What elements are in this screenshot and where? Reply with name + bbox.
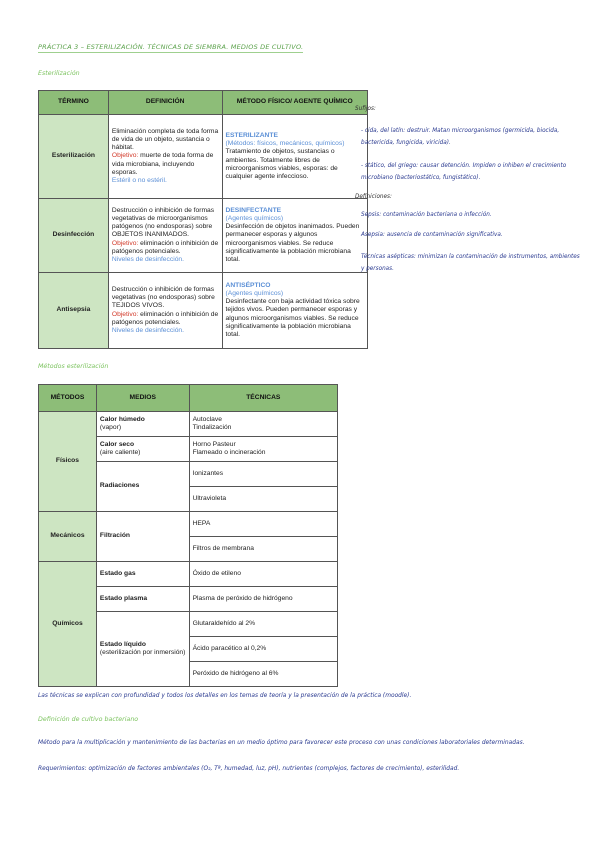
tecnica-cell: Filtros de membrana	[189, 537, 337, 562]
tecnica-cell: Plasma de peróxido de hidrógeno	[189, 587, 337, 612]
term-cell: Esterilización	[39, 115, 109, 199]
definition-cell: Destrucción o inhibición de formas vegetativas (no endosporas) sobre TEJIDOS VIVOS. Objetivo: eliminación o inhibición de patógenos potenciales. Niveles de desinfección.	[108, 273, 222, 349]
medio-cell: Calor seco (aire caliente)	[96, 437, 189, 462]
metodo-cell: Químicos	[39, 562, 97, 687]
tecnica-cell: Ionizantes	[189, 462, 337, 487]
section-heading-cultivo: Definición de cultivo bacteriano	[38, 716, 139, 723]
header-tecnicas: TÉCNICAS	[189, 385, 337, 412]
note-asepsia: Asepsia: ausencia de contaminación significativa.	[361, 232, 503, 238]
note-tecnicas: Técnicas asépticas: minimizan la contaminación de instrumentos, ambientes y personas.	[361, 254, 580, 272]
definiciones-label: Definiciones:	[355, 194, 392, 200]
tecnica-cell: HEPA	[189, 512, 337, 537]
term-cell: Desinfección	[39, 199, 109, 273]
definitions-table	[38, 90, 368, 349]
table-row	[39, 273, 368, 349]
term-cell: Antisepsia	[39, 273, 109, 349]
table-row	[39, 562, 338, 587]
medio-cell: Filtración	[96, 512, 189, 562]
agent-cell: ESTERILIZANTE (Métodos: físicos, mecánicos, químicos) Tratamiento de objetos, sustancias o ambientes. Totalmente libres de microorganismos viables, esporas: de cualquier agente infeccioso.	[222, 115, 367, 199]
definition-cell: Destrucción o inhibición de formas vegetativas de microorganismos patógenos (no endosporas) sobre OBJETOS INANIMADOS. Objetivo: eliminación o inhibición de patógenos potenciales. Niveles de desinfección.	[108, 199, 222, 273]
section-heading-metodos: Métodos esterilización	[38, 363, 109, 370]
sufijos-label: Sufijos:	[355, 106, 376, 112]
tecnica-cell: Autoclave Tindalización	[189, 412, 337, 437]
medio-cell: Estado plasma	[96, 587, 189, 612]
tecnica-cell: Horno Pasteur Flameado o incineración	[189, 437, 337, 462]
tecnica-cell: Ácido paracético al 0,2%	[189, 637, 337, 662]
note-statico: - stático, del griego: causar detención. Impiden o inhiben el crecimiento microbiano (bacteriostático, fungistático).	[361, 163, 567, 181]
table-row	[39, 512, 338, 537]
agent-cell: ANTISÉPTICO (Agentes químicos) Desinfectante con baja actividad tóxica sobre tejidos vivos. Pueden permanecer esporas y algunos microorganismos viables. Se reduce significativamente la población microbiana total.	[222, 273, 367, 349]
tecnica-cell: Ultravioleta	[189, 487, 337, 512]
note-cida: - cida, del latín: destruir. Matan microorganismos (germicida, biocida, bactericida, fungicida, viricida).	[361, 128, 560, 146]
metodo-cell: Físicos	[39, 412, 97, 512]
table-row	[39, 115, 368, 199]
header-medios: MEDIOS	[96, 385, 189, 412]
cultivo-definition: Método para la multiplicación y mantenimiento de las bacterias en un medio óptimo para favorecer este proceso con unas condiciones laboratoriales determinadas.	[38, 740, 525, 746]
medio-cell: Calor húmedo (vapor)	[96, 412, 189, 437]
table-row	[39, 412, 338, 437]
header-metodos: MÉTODOS	[39, 385, 97, 412]
methods-table	[38, 384, 338, 687]
note-line: Las técnicas se explican con profundidad y todos los detalles en los temas de teoría y la presentación de la práctica (moodle).	[38, 693, 412, 699]
definition-cell: Eliminación completa de toda forma de vida de un objeto, sustancia o hábitat. Objetivo: muerte de toda forma de vida microbiana, incluyendo esporas. Estéril o no estéril.	[108, 115, 222, 199]
note-sepsis: Sepsis: contaminación bacteriana o infección.	[361, 212, 492, 218]
medio-cell: Estado gas	[96, 562, 189, 587]
tecnica-cell: Peróxido de hidrógeno al 6%	[189, 662, 337, 687]
section-heading-esterilizacion: Esterilización	[38, 70, 80, 77]
sidebar-notes	[355, 106, 580, 275]
metodo-cell: Mecánicos	[39, 512, 97, 562]
tecnica-cell: Óxido de etileno	[189, 562, 337, 587]
tecnica-cell: Glutaraldehído al 2%	[189, 612, 337, 637]
table-row	[39, 199, 368, 273]
header-definicion: DEFINICIÓN	[108, 91, 222, 115]
header-termino: TÉRMINO	[39, 91, 109, 115]
medio-cell: Estado líquido (esterilización por inmersión)	[96, 612, 189, 687]
agent-cell: DESINFECTANTE (Agentes químicos) Desinfección de objetos inanimados. Pueden permanecer esporas y algunos microorganismos viables. Se reduce significativamente la población microbiana total.	[222, 199, 367, 273]
header-metodo: MÉTODO FÍSICO/ AGENTE QUÍMICO	[222, 91, 367, 115]
page-title: PRÁCTICA 3 – ESTERILIZACIÓN. TÉCNICAS DE SIEMBRA. MEDIOS DE CULTIVO.	[38, 43, 304, 51]
requerimientos: Requerimientos: optimización de factores ambientales (O₂, Tª, humedad, luz, pH), nutrientes (complejos, factores de crecimiento), esterilidad.	[38, 766, 460, 772]
medio-cell: Radiaciones	[96, 462, 189, 512]
